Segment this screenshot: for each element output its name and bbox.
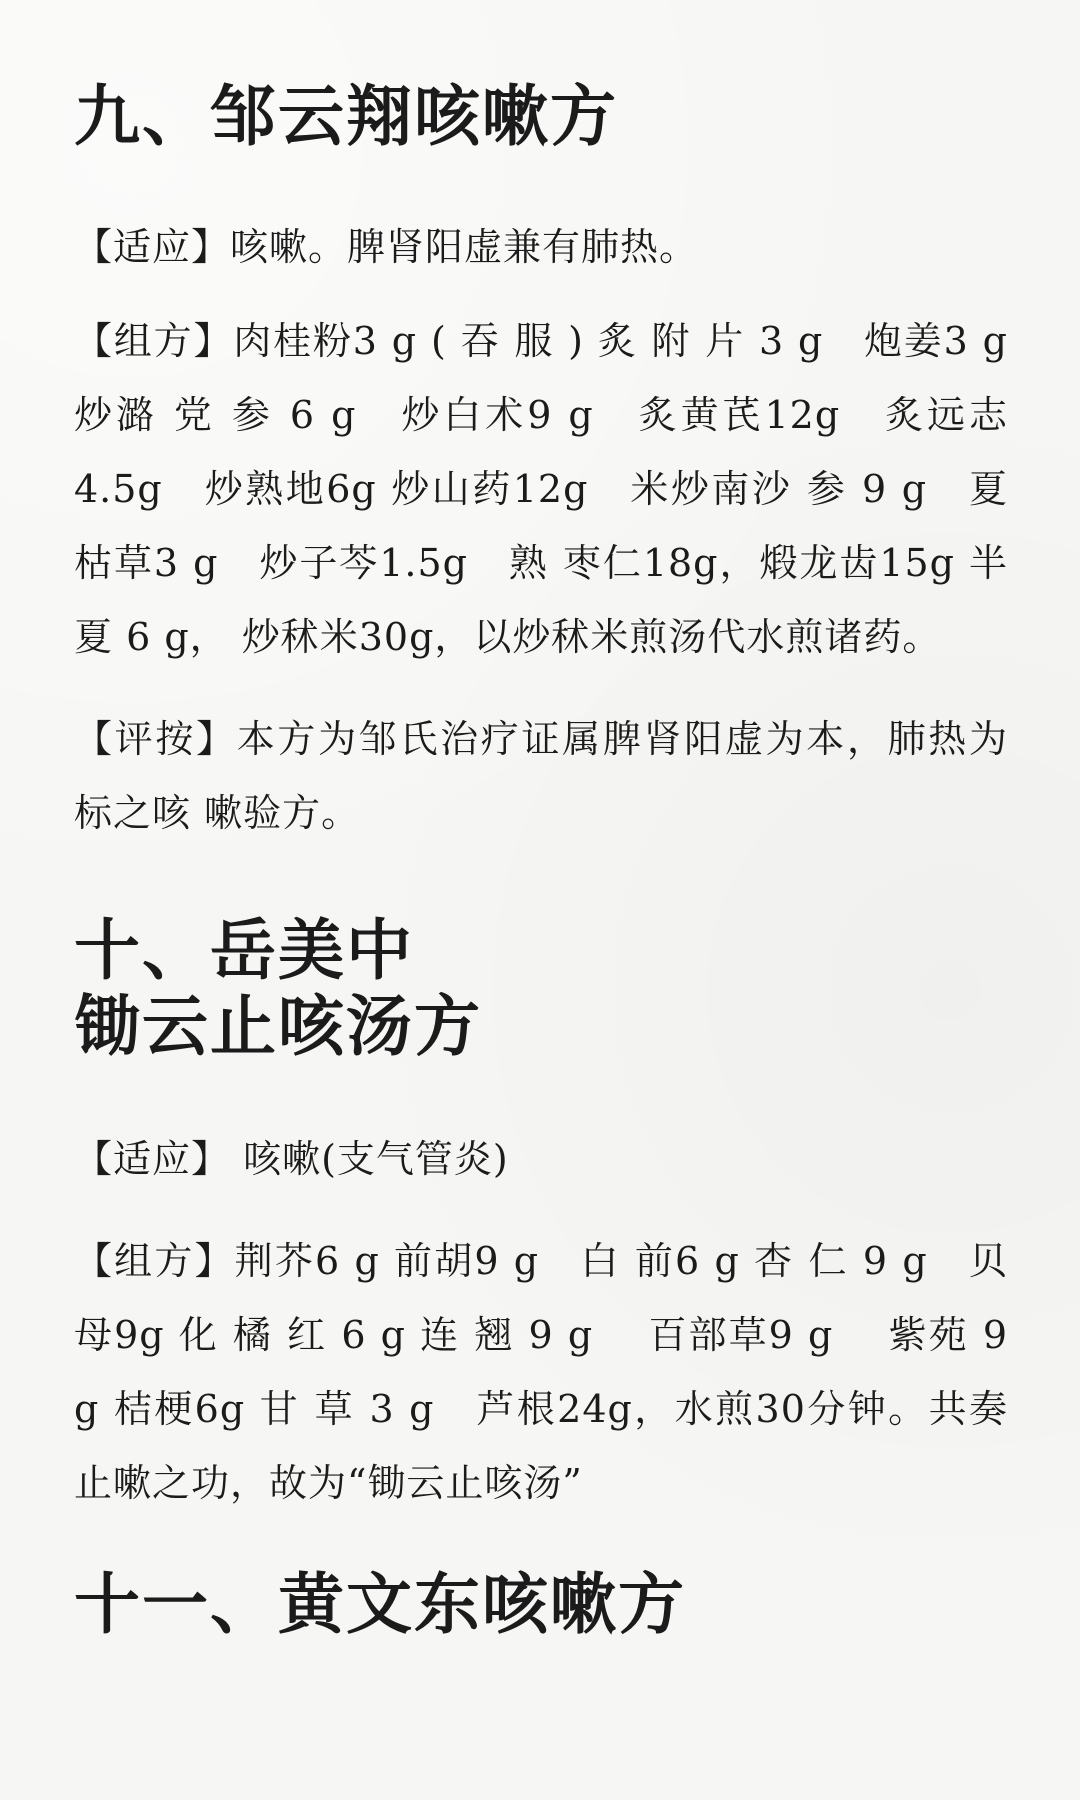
section-9-commentary: 【评按】本方为邹氏治疗证属脾肾阳虚为本，肺热为标之咳 嗽验方。 [74, 717, 1008, 835]
section-10-title [74, 912, 1008, 1064]
section-10-prescription: 【组方】荆芥6 g 前胡9 g 白 前6 g 杏 仁 9 g 贝母9g 化 橘 红 6 g 连 翘 9 g 百部草9 g 紫苑 9 g 桔梗6g 甘 草 3 g 芦根24g，水煎30分钟。共奏止嗽之功，故为“锄云止咳汤” [74, 1239, 1008, 1505]
section-9-title: 九、邹云翔咳嗽方 [74, 77, 618, 155]
section-10-indication: 【适应】 咳嗽(支气管炎) [74, 1137, 509, 1181]
section-11-title: 十一、黄文东咳嗽方 [74, 1565, 686, 1643]
section-9-indication: 【适应】咳嗽。脾肾阳虚兼有肺热。 [74, 225, 699, 269]
section-10-title-line-2: 锄云止咳汤方 [74, 987, 482, 1065]
section-10-title-line-1: 十、岳美中 [74, 911, 414, 989]
section-9-prescription: 【组方】肉桂粉3 g ( 吞 服 ) 炙 附 片 3 g 炮姜3 g 炒潞 党 参 6 g 炒白术9 g 炙黄芪12g 炙远志4.5g 炒熟地6g 炒山药12g 米炒南沙 参 9 g 夏枯草3 g 炒子芩1.5g 熟 枣仁18g，煅龙齿15g 半 夏 6 g， 炒秫米30g，以炒秫米煎汤代水煎诸药。 [74, 319, 1008, 659]
